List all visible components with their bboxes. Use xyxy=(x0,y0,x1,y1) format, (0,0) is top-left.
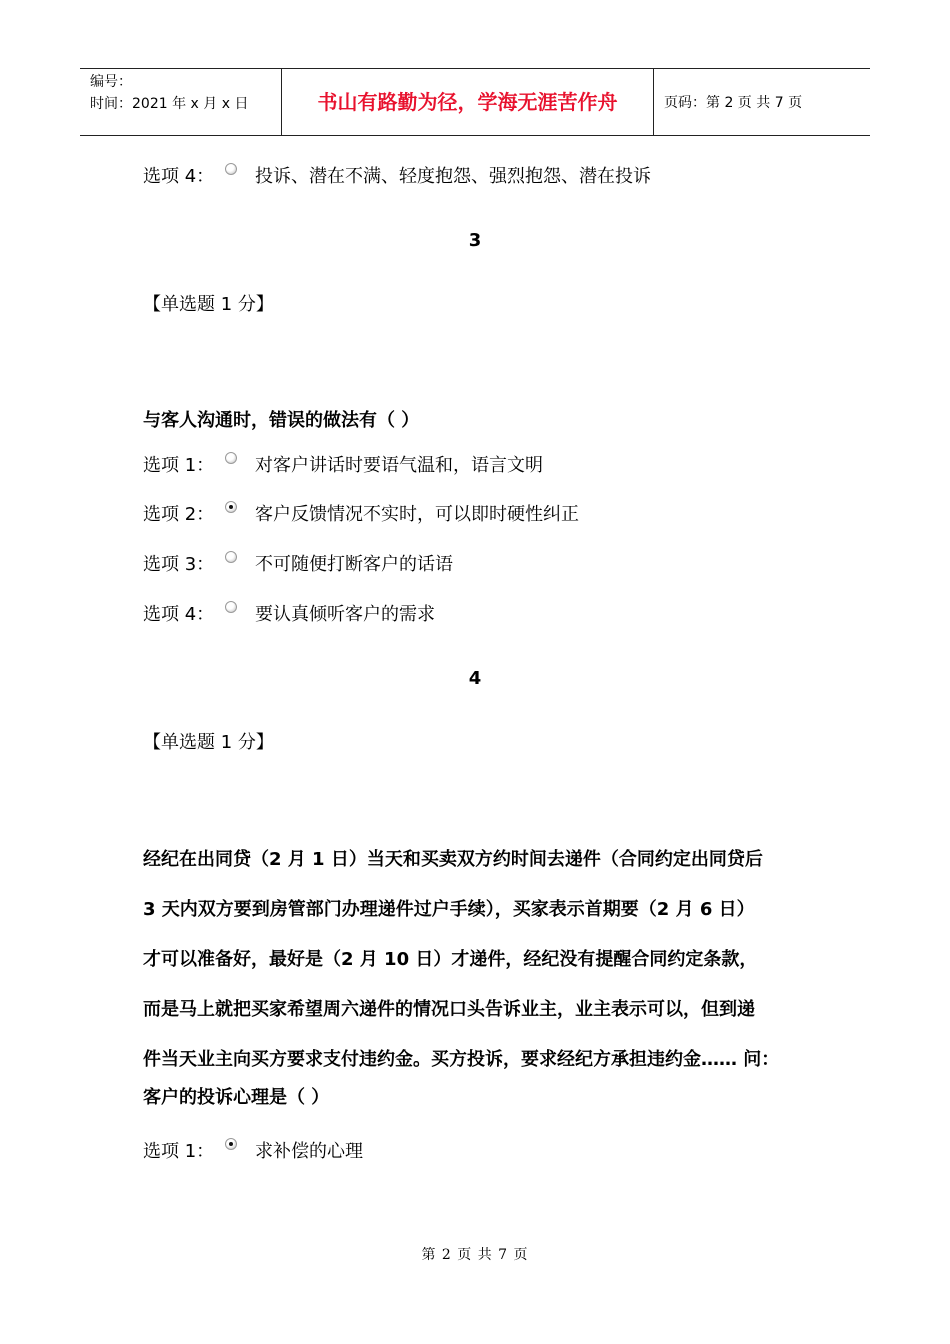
question-number: 4 xyxy=(468,668,482,689)
radio-button[interactable] xyxy=(225,163,237,175)
option-label: 选项 4： xyxy=(143,604,215,625)
question-text: 与客人沟通时，错误的做法有（ ） xyxy=(143,410,420,431)
question-text-line: 3 天内双方要到房管部门办理递件过户手续），买家表示首期要（2 月 6 日） xyxy=(143,899,755,920)
question-type: 【单选题 1 分】 xyxy=(143,294,274,315)
option-label: 选项 4： xyxy=(143,166,215,187)
question-text-line: 才可以准备好，最好是（2 月 10 日）才递件，经纪没有提醒合同约定条款， xyxy=(143,949,758,970)
option-text: 不可随便打断客户的话语 xyxy=(255,554,453,575)
question-text-line: 经纪在出同贷（2 月 1 日）当天和买卖双方约时间去递件（合同约定出同贷后 xyxy=(143,849,763,870)
option-label: 选项 1： xyxy=(143,455,215,476)
radio-button[interactable] xyxy=(225,551,237,563)
radio-button-selected[interactable] xyxy=(225,1138,237,1150)
option-text: 求补偿的心理 xyxy=(255,1141,363,1162)
option-text: 客户反馈情况不实时，可以即时硬性纠正 xyxy=(255,504,579,525)
radio-button[interactable] xyxy=(225,452,237,464)
question-number: 3 xyxy=(468,230,482,251)
header-motto: 书山有路勤为径，学海无涯苦作舟 xyxy=(282,69,654,135)
option-text: 要认真倾听客户的需求 xyxy=(255,604,435,625)
header-page-info: 页码：第 2 页 共 7 页 xyxy=(664,95,803,111)
option-label: 选项 2： xyxy=(143,504,215,525)
page-header xyxy=(80,68,870,136)
header-time: 时间：2021 年 x 月 x 日 xyxy=(90,96,249,112)
page-footer: 第 2 页 共 7 页 xyxy=(421,1247,529,1263)
option-label: 选项 1： xyxy=(143,1141,215,1162)
question-text-line: 客户的投诉心理是（ ） xyxy=(143,1087,330,1108)
radio-button[interactable] xyxy=(225,601,237,613)
radio-button-selected[interactable] xyxy=(225,501,237,513)
option-text: 投诉、潜在不满、轻度抱怨、强烈抱怨、潜在投诉 xyxy=(255,166,651,187)
question-type: 【单选题 1 分】 xyxy=(143,732,274,753)
header-meta xyxy=(80,69,282,135)
option-text: 对客户讲话时要语气温和，语言文明 xyxy=(255,455,543,476)
header-number: 编号： xyxy=(90,74,132,90)
question-text-line: 件当天业主向买方要求支付违约金。买方投诉，要求经纪方承担违约金…… 问： xyxy=(143,1049,780,1070)
question-text-line: 而是马上就把买家希望周六递件的情况口头告诉业主，业主表示可以，但到递 xyxy=(143,999,755,1020)
option-label: 选项 3： xyxy=(143,554,215,575)
question-text xyxy=(143,835,823,1111)
